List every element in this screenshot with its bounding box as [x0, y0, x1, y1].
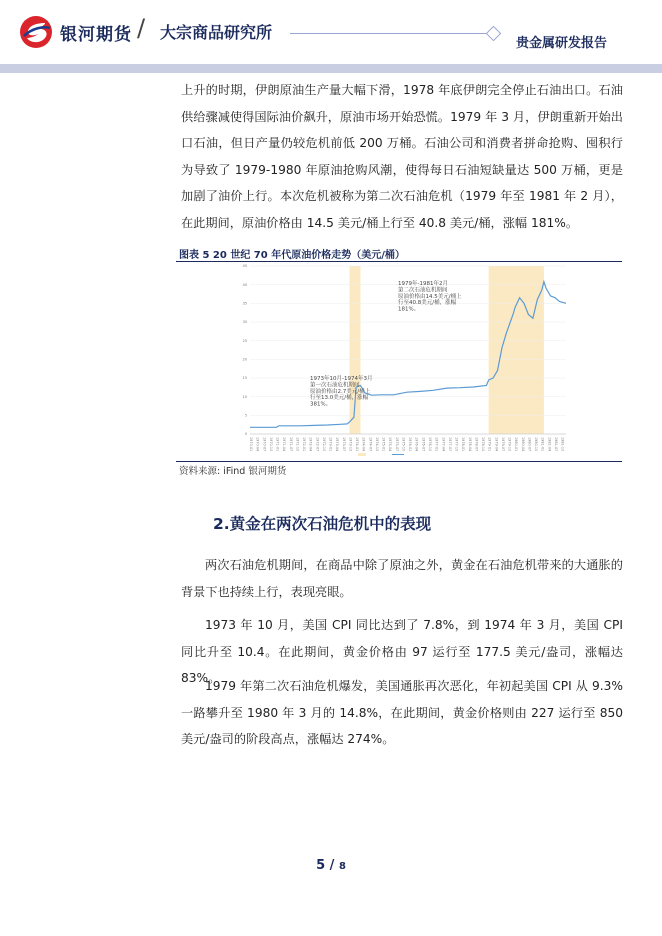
x-tick-label: 1975-04 — [388, 437, 393, 452]
figure-title: 图表 5 20 世纪 70 年代原油价格走势（美元/桶） — [179, 250, 405, 261]
x-tick-label: 1979-04 — [494, 437, 499, 452]
x-tick-label: 1981-04 — [547, 437, 552, 452]
x-tick-label: 1975-07 — [394, 437, 399, 452]
x-tick-label: 1973-07 — [341, 437, 346, 452]
y-tick-label: 25 — [242, 338, 247, 343]
x-tick-label: 1970-04 — [255, 437, 260, 452]
y-tick-label: 15 — [242, 376, 247, 381]
x-tick-label: 1977-01 — [434, 437, 439, 452]
x-tick-label: 1972-04 — [308, 437, 313, 452]
x-tick-label: 1970-10 — [268, 437, 273, 452]
page-number — [0, 858, 662, 873]
annotation-line: 第一次石油危机期间 — [310, 382, 360, 389]
x-tick-label: 1981-07 — [553, 437, 558, 452]
x-tick-label: 1974-07 — [368, 437, 373, 452]
brand-name: 银河期货 — [60, 25, 132, 45]
x-tick-label: 1979-01 — [487, 437, 492, 452]
figure-top-rule — [176, 261, 622, 262]
y-tick-label: 35 — [242, 301, 247, 306]
x-tick-label: 1977-07 — [447, 437, 452, 452]
header-rule — [290, 33, 490, 34]
x-tick-label: 1974-04 — [361, 437, 366, 452]
y-tick-label: 20 — [242, 357, 247, 362]
figure-source: 资料来源: iFind 银河期货 — [179, 466, 287, 477]
oil-price-chart — [240, 264, 570, 460]
paragraph-gold-crisis-2: 1979 年第二次石油危机爆发，美国通胀再次恶化，年初起美国 CPI 从 9.3%一路攀升至 1980 年 3 月的 14.8%，在此期间，黄金价格则由 227 运行至 850 美元/盎司的阶段高点，涨幅达 274%。 — [181, 679, 623, 746]
x-tick-label: 1973-01 — [328, 437, 333, 452]
header-band — [0, 64, 662, 73]
x-tick-label: 1979-10 — [507, 437, 512, 452]
y-tick-label: 5 — [244, 413, 247, 418]
x-tick-label: 1976-10 — [427, 437, 432, 452]
chart-annotation-1 — [310, 374, 372, 408]
x-tick-label: 1978-07 — [474, 437, 479, 452]
y-tick-label: 30 — [242, 320, 247, 325]
crisis-shade-2 — [489, 266, 544, 434]
x-tick-label: 1971-04 — [282, 437, 287, 452]
x-tick-label: 1974-01 — [355, 437, 360, 452]
x-tick-label: 1977-04 — [441, 437, 446, 452]
x-tick-label: 1980-01 — [514, 437, 519, 452]
annotation-line: 原油价格由2.7美元/桶上 — [310, 388, 371, 395]
report-type: 贵金属研发报告 — [516, 36, 608, 51]
x-tick-label: 1976-04 — [414, 437, 419, 452]
x-tick-label: 1978-01 — [461, 437, 466, 452]
x-tick-label: 1972-10 — [321, 437, 326, 452]
x-tick-label: 1980-07 — [527, 437, 532, 452]
annotation-line: 行至40.8美元/桶，涨幅 — [398, 300, 457, 307]
section-heading: 2.黄金在两次石油危机中的表现 — [213, 515, 432, 533]
x-tick-label: 1973-04 — [335, 437, 340, 452]
y-tick-label: 40 — [242, 282, 247, 287]
x-tick-label: 1976-01 — [408, 437, 413, 452]
annotation-line: 381%。 — [310, 401, 332, 408]
paragraph-oil-crisis-2: 上升的时期，伊朗原油生产量大幅下滑，1978 年底伊朗完全停止石油出口。石油供给骤减使得国际油价飙升，原油市场开始恐慌。1979 年 3 月，伊朗重新开始出口石油，但日产量仍较危机前低 200 万桶。石油公司和消费者拼命抢购、囤积行为导致了 1979-1980 年原油抢购风潮，使得每日石油短缺量达 500 万桶，更是加剧了油价上行。本次危机被称为第二次石油危机（1979 年至 1981 年 2 月），在此期间，原油价格由 14.5 美元/桶上行至 40.8 美元/桶，涨幅 181%。 — [181, 83, 623, 230]
x-tick-label: 1975-10 — [401, 437, 406, 452]
x-tick-label: 1970-01 — [249, 437, 253, 452]
x-tick-label: 1972-01 — [302, 437, 307, 452]
x-tick-label: 1978-04 — [467, 437, 472, 452]
page-current: 5 — [316, 858, 326, 873]
y-tick-label: 10 — [242, 394, 247, 399]
x-tick-label: 1970-07 — [262, 437, 267, 452]
annotation-line: 行至13.0美元/桶，涨幅 — [310, 395, 369, 402]
x-tick-label: 1980-10 — [534, 437, 539, 452]
paragraph-gold-intro: 两次石油危机期间，在商品中除了原油之外，黄金在石油危机带来的大通胀的背景下也持续上行，表现亮眼。 — [181, 558, 623, 599]
x-tick-label: 1971-01 — [275, 437, 280, 452]
x-tick-label: 1971-10 — [295, 437, 300, 452]
y-tick-label: 0 — [244, 432, 247, 437]
figure-bottom-rule — [176, 461, 622, 462]
chart-legend — [358, 453, 404, 456]
x-tick-label: 1976-07 — [421, 437, 426, 452]
x-tick-label: 1972-07 — [315, 437, 320, 452]
x-tick-label: 1977-10 — [454, 437, 459, 452]
x-tick-label: 1971-07 — [288, 437, 293, 452]
x-tick-label: 1981-01 — [540, 437, 545, 452]
annotation-line: 1973年10月-1974年3月 — [310, 376, 373, 382]
annotation-line: 1979年-1981年2月 — [398, 281, 448, 287]
galaxy-futures-logo-icon — [18, 14, 54, 50]
legend-shade-swatch — [358, 453, 366, 456]
page-header — [0, 0, 662, 64]
annotation-line: 181%。 — [398, 306, 420, 313]
x-tick-label: 1975-01 — [381, 437, 386, 452]
x-tick-label: 1980-04 — [520, 437, 525, 452]
header-slash: / — [137, 14, 146, 42]
x-tick-label: 1979-07 — [500, 437, 505, 452]
department-name: 大宗商品研究所 — [160, 23, 273, 42]
annotation-line: 第二次石油危机期间 — [398, 287, 448, 294]
page-total: 8 — [338, 861, 346, 872]
page-separator: / — [325, 858, 339, 873]
x-tick-label: 1981-10 — [560, 437, 565, 452]
chart-annotation-2 — [398, 279, 462, 313]
annotation-line: 原油价格由14.5美元/桶上 — [398, 293, 462, 300]
y-tick-label: 45 — [242, 264, 247, 269]
x-tick-label: 1978-10 — [481, 437, 486, 452]
paragraph-gold-crisis-1: 1973 年 10 月，美国 CPI 同比达到了 7.8%，到 1974 年 3 月，美国 CPI 同比升至 10.4。在此期间，黄金价格由 97 运行至 177.5 美元/盎司，涨幅达 83%。 — [181, 618, 623, 685]
diamond-icon — [486, 26, 502, 42]
x-tick-label: 1974-10 — [374, 437, 379, 452]
x-tick-label: 1973-10 — [348, 437, 353, 452]
